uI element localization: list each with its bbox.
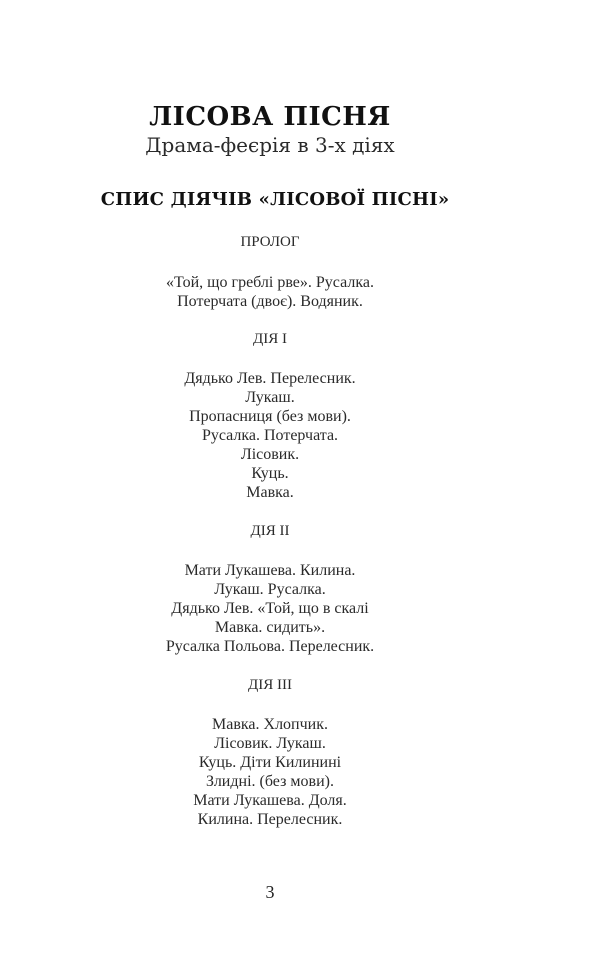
section-label-act-3: ДІЯ III <box>248 677 292 693</box>
cast-line: Куць. <box>251 465 289 482</box>
cast-line: Мати Лукашева. Килина. <box>184 562 356 579</box>
cast-line: Лісовик. Лукаш. <box>214 735 326 752</box>
cast-line: Дядько Лев. «Той, що в скалі <box>171 600 369 617</box>
section-label-act-1: ДІЯ I <box>253 331 287 347</box>
cast-line: Мавка. <box>246 484 294 501</box>
cast-line: Лукаш. <box>245 389 295 406</box>
cast-line: Мати Лукашева. Доля. <box>193 792 347 809</box>
section-act-2-lines <box>70 561 470 656</box>
section-label-prologue: ПРОЛОГ <box>240 234 300 250</box>
cast-line: Куць. Діти Килинині <box>198 754 342 771</box>
cast-line: Килина. Перелесник. <box>197 811 343 828</box>
cast-line: Русалка Польова. Перелесник. <box>165 638 375 655</box>
cast-line: Лукаш. Русалка. <box>214 581 326 598</box>
page-number: 3 <box>265 882 275 902</box>
cast-line: Потерчата (двоє). Водяник. <box>177 293 363 310</box>
cast-line: Мавка. Хлопчик. <box>212 716 328 733</box>
cast-line: Мавка. сидить». <box>214 619 326 636</box>
document-subtitle: Драма-феєрія в 3-х діях <box>145 133 395 157</box>
cast-line: Русалка. Потерчата. <box>201 427 339 444</box>
cast-list-heading: СПИС ДІЯЧІВ «ЛІСОВОЇ ПІСНІ» <box>100 189 450 210</box>
document-title: ЛІСОВА ПІСНЯ <box>149 102 391 132</box>
cast-line: «Той, що греблі рве». Русалка. <box>166 274 374 291</box>
section-act-1-lines <box>70 369 470 502</box>
section-prologue-lines <box>70 273 470 311</box>
cast-line: Лісовик. <box>240 446 300 463</box>
cast-line: Злидні. (без мови). <box>206 773 334 790</box>
cast-line: Пропасниця (без мови). <box>189 408 351 425</box>
section-label-act-2: ДІЯ II <box>250 523 290 539</box>
cast-line: Дядько Лев. Перелесник. <box>184 370 356 387</box>
section-act-3-lines <box>70 715 470 829</box>
